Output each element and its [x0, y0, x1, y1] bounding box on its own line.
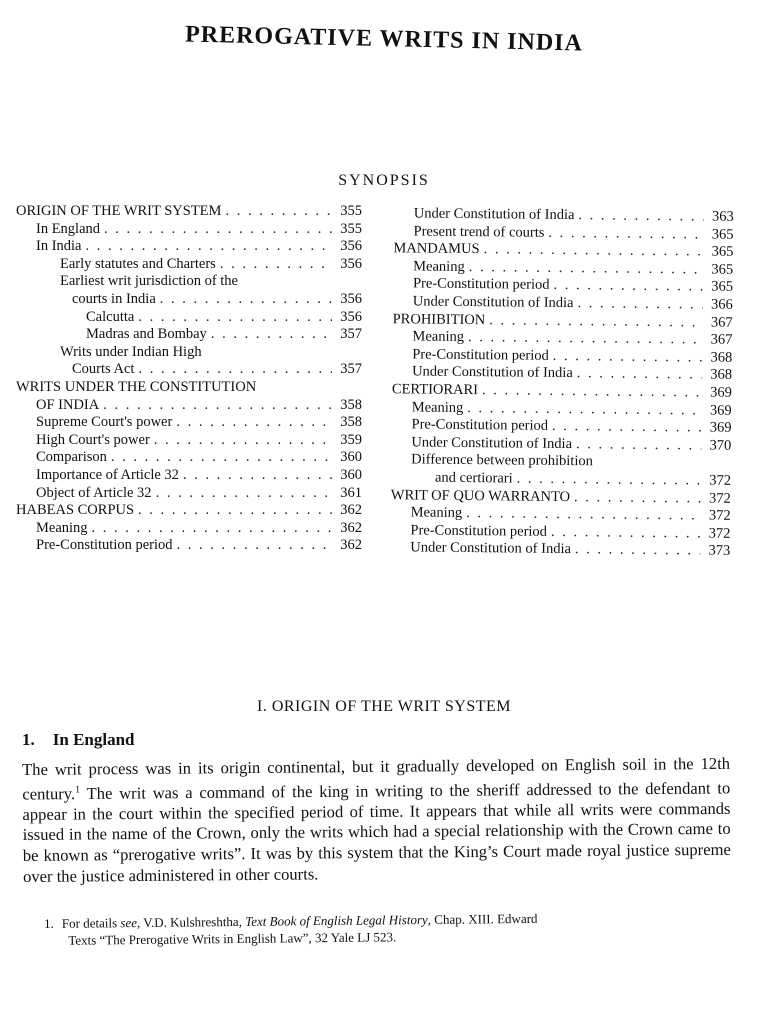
toc-dot-leader [86, 238, 333, 256]
toc-entry-page: 365 [711, 226, 734, 243]
toc-entry[interactable] [16, 326, 362, 344]
toc-entry-page: 357 [340, 326, 362, 343]
toc-entry-label: Pre-Constitution period [412, 346, 549, 364]
toc-entry-label: Early statutes and Charters [60, 255, 216, 272]
body-text-part1: The writ process was in its origin continental, but it gradually developed on English soil in the 12th century. [22, 753, 731, 804]
toc-entry-label: HABEAS CORPUS [16, 502, 135, 519]
footnote-book-title: Text Book of English Legal History [245, 911, 428, 929]
toc-entry[interactable] [16, 379, 362, 397]
toc-entry-page: 367 [710, 331, 733, 348]
toc-entry-page: 368 [710, 349, 733, 366]
toc-entry-label: WRIT OF QUO WARRANTO [390, 486, 571, 505]
toc-entry-label: CERTIORARI [391, 381, 479, 399]
toc-entry-label: Supreme Court's power [36, 414, 173, 431]
toc-entry-label: and certiorari [434, 469, 513, 487]
toc-dot-leader [177, 537, 332, 555]
toc-entry-page: 359 [340, 431, 362, 448]
toc-dot-leader [104, 221, 332, 239]
toc-dot-leader [92, 520, 332, 538]
toc-entry-label: WRITS UNDER THE CONSTITUTION [16, 378, 257, 395]
toc-entry-page: 367 [710, 314, 733, 331]
toc-entry[interactable] [16, 221, 362, 239]
toc-entry[interactable] [16, 273, 362, 291]
toc-entry-page: 355 [340, 220, 362, 237]
toc-entry[interactable] [16, 520, 362, 538]
toc-entry-page: 360 [340, 466, 362, 483]
toc-entry-label: Pre-Constitution period [36, 537, 173, 554]
subsection-title: In England [52, 730, 135, 749]
toc-dot-leader [183, 467, 332, 485]
toc-entry-label: PROHIBITION [392, 310, 486, 328]
toc-entry-page: 369 [710, 384, 732, 401]
toc-entry[interactable] [16, 467, 362, 485]
toc-entry-label: Calcutta [86, 308, 135, 325]
toc-entry[interactable] [16, 203, 362, 221]
toc-entry-page: 369 [709, 419, 732, 436]
toc-entry-page: 357 [340, 361, 362, 378]
toc-entry[interactable] [16, 502, 362, 520]
toc-entry[interactable] [16, 344, 362, 362]
toc-entry-page: 356 [340, 255, 362, 272]
toc-entry-label: Pre-Constitution period [410, 522, 548, 540]
toc-entry[interactable] [16, 238, 362, 256]
toc-entry-label: Importance of Article 32 [36, 466, 179, 483]
toc-entry[interactable] [16, 432, 362, 450]
toc-entry-label: Madras and Bombay [86, 326, 207, 343]
toc-entry[interactable] [16, 414, 362, 432]
toc-dot-leader [552, 418, 702, 437]
toc-entry-label: Under Constitution of India [412, 293, 574, 312]
toc-dot-leader [154, 432, 332, 450]
toc-dot-leader [517, 470, 701, 490]
toc-entry-label: Difference between prohibition [411, 451, 593, 470]
toc-dot-leader [553, 348, 703, 367]
footnote-text-c: , Chap. XIII. Edward [427, 910, 538, 927]
toc-dot-leader [548, 224, 703, 243]
toc-entry-label: Courts Act [72, 361, 135, 378]
toc-entry[interactable] [16, 291, 362, 309]
toc-dot-leader [156, 485, 332, 503]
toc-entry-label: ORIGIN OF THE WRIT SYSTEM [16, 203, 222, 219]
toc-entry-page: 370 [709, 437, 732, 454]
toc-dot-leader [176, 414, 332, 432]
footnote-text-b: , V.D. Kulshreshtha, [136, 913, 246, 931]
toc-entry-label: In India [36, 238, 82, 255]
toc-dot-leader [160, 291, 332, 309]
toc-entry-page: 368 [710, 366, 733, 384]
toc-entry-page: 372 [708, 490, 731, 507]
synopsis-heading: SYNOPSIS [338, 172, 430, 189]
toc-entry-label: Pre-Constitution period [412, 275, 550, 294]
subsection-number: 1. [22, 730, 35, 749]
toc-entry-page: 365 [711, 243, 734, 260]
synopsis-left-column [16, 203, 362, 555]
toc-dot-leader [484, 241, 704, 261]
toc-entry-label: Meaning [36, 519, 88, 536]
toc-dot-leader [489, 312, 703, 332]
toc-dot-leader [576, 436, 701, 455]
toc-entry-page: 356 [340, 308, 362, 325]
body-text-part2: The writ was a command of the king in writing to the sheriff addressed to the defendant to appear in the court within the specified period of time. It appears that while all writs were commands issued in the name of the Crown, only the writs which had a special relationship with the Crown came to be known as “prerogative writs”. It was by this system that the King’s Court made royal justice supreme over the justice administered in other courts. [22, 777, 731, 886]
toc-entry-label: Meaning [412, 328, 465, 346]
footnote-number: 1. [44, 915, 54, 931]
toc-dot-leader [578, 207, 703, 226]
toc-dot-leader [577, 365, 702, 384]
toc-entry-label: Object of Article 32 [36, 484, 152, 501]
toc-entry-page: 362 [340, 519, 362, 536]
toc-entry-label: Present trend of courts [413, 223, 545, 241]
toc-entry[interactable] [16, 256, 362, 274]
toc-entry-label: High Court's power [36, 431, 150, 448]
toc-dot-leader [577, 295, 702, 314]
toc-entry-label: Meaning [411, 398, 464, 416]
toc-dot-leader [138, 361, 332, 379]
toc-entry[interactable] [16, 537, 362, 555]
toc-dot-leader [111, 449, 332, 467]
toc-entry-page: 355 [340, 203, 362, 219]
toc-dot-leader [575, 541, 700, 560]
toc-entry-label: In England [36, 220, 101, 237]
toc-dot-leader [551, 524, 701, 543]
toc-entry-page: 372 [708, 525, 731, 542]
toc-dot-leader [103, 397, 332, 415]
toc-entry-page: 356 [340, 290, 362, 307]
toc-entry[interactable] [16, 309, 362, 327]
toc-entry-label: courts in India [72, 290, 156, 307]
toc-entry-label: Under Constitution of India [413, 205, 575, 224]
toc-dot-leader [482, 382, 702, 402]
footnote-line-2: Texts “The Prerogative Writs in English Law”, 32 Yale LJ 523. [68, 929, 397, 948]
toc-dot-leader [211, 326, 332, 344]
footnote-reference[interactable]: 1 [75, 784, 81, 796]
toc-entry-label: Earliest writ jurisdiction of the [60, 273, 238, 290]
toc-entry-label: Writs under Indian High [60, 343, 202, 360]
toc-entry-label: Under Constitution of India [411, 434, 573, 452]
toc-dot-leader [553, 277, 703, 296]
toc-entry[interactable] [16, 449, 362, 467]
toc-entry-label: Meaning [410, 504, 463, 522]
page-title: PREROGATIVE WRITS IN INDIA [184, 21, 584, 57]
synopsis-right-column [390, 205, 734, 560]
toc-entry-label: OF INDIA [36, 396, 100, 413]
toc-entry-page: 358 [340, 414, 362, 431]
toc-entry-page: 362 [340, 502, 362, 519]
toc-entry[interactable] [16, 397, 362, 415]
toc-dot-leader [225, 203, 332, 221]
toc-dot-leader [138, 309, 332, 327]
toc-entry-page: 372 [708, 507, 731, 524]
toc-dot-leader [138, 502, 332, 520]
toc-entry-page: 366 [710, 296, 733, 313]
toc-entry[interactable] [16, 361, 362, 379]
toc-entry-page: 360 [340, 449, 362, 466]
toc-entry[interactable] [16, 485, 362, 503]
toc-entry-label: Under Constitution of India [410, 539, 572, 558]
toc-entry-label: Comparison [36, 449, 107, 466]
toc-entry-label: Pre-Constitution period [411, 416, 549, 434]
footnote-see: see [120, 915, 138, 931]
toc-entry-page: 362 [340, 537, 362, 554]
toc-entry-page: 369 [709, 402, 732, 419]
toc-dot-leader [574, 489, 701, 508]
subsection-heading [22, 730, 135, 750]
toc-entry-page: 373 [708, 542, 731, 560]
toc-entry-label: Under Constitution of India [412, 363, 573, 382]
toc-entry[interactable] [390, 539, 730, 560]
body-paragraph [22, 754, 731, 887]
toc-dot-leader [220, 256, 332, 274]
footnote-text-a: For details [61, 915, 121, 931]
toc-entry-page: 365 [711, 278, 734, 296]
toc-entry-page: 358 [340, 396, 362, 413]
footnote [44, 908, 724, 949]
toc-entry-page: 361 [340, 484, 362, 501]
toc-entry-page: 363 [711, 208, 734, 225]
toc-entry-page: 365 [711, 261, 734, 278]
toc-entry-page: 356 [340, 238, 362, 255]
toc-entry-page: 372 [709, 472, 732, 489]
toc-entry-label: MANDAMUS [393, 240, 480, 258]
toc-entry-label: Meaning [413, 258, 465, 275]
section-heading: I. ORIGIN OF THE WRIT SYSTEM [256, 698, 511, 715]
